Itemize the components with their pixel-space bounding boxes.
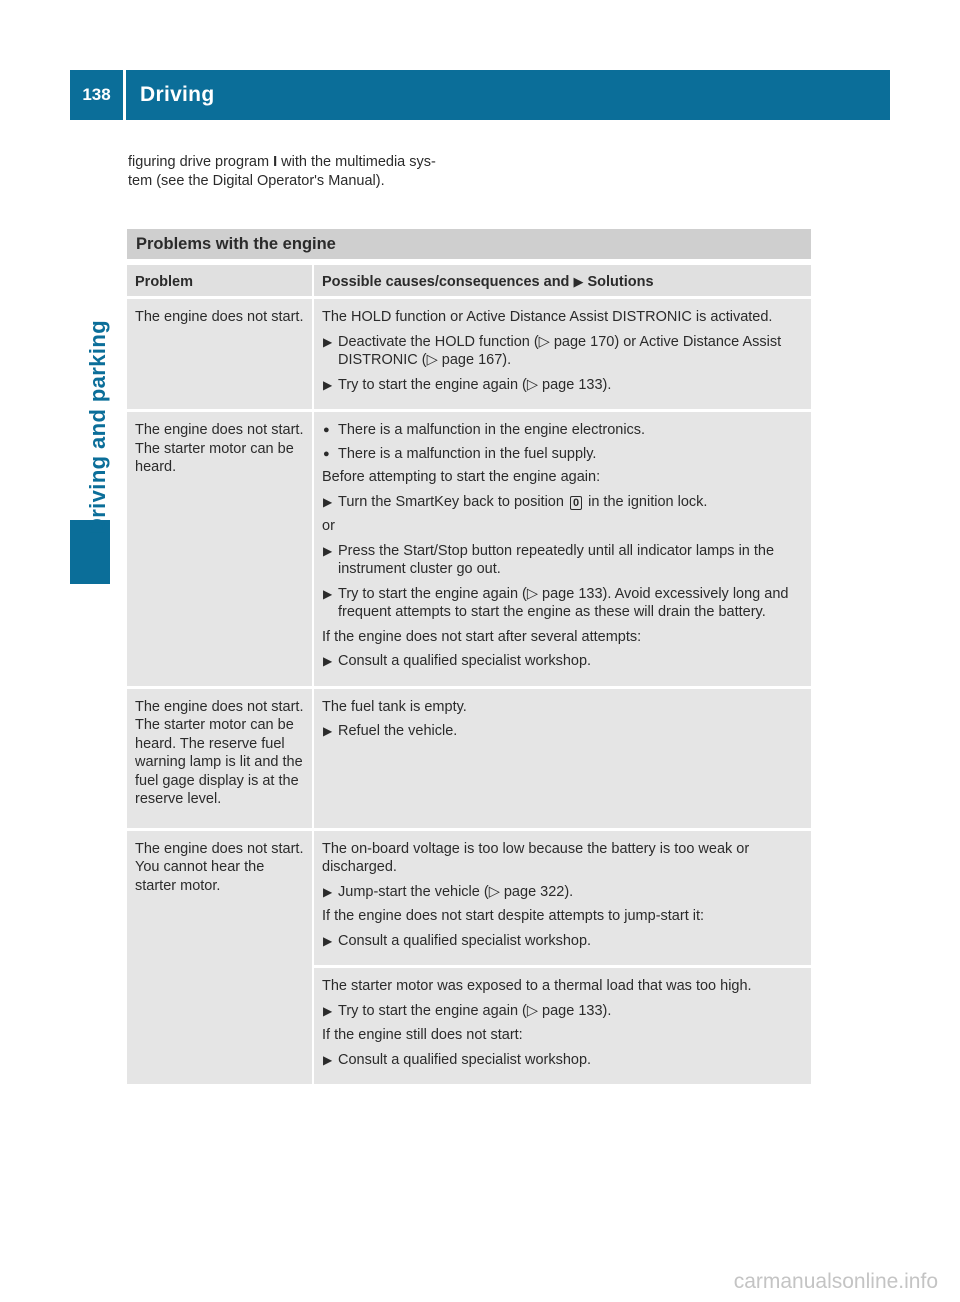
problem-cell: The engine does not start. The starter motor can be heard. The reserve fuel warning lamp is lit and the fuel gage display is at the reserve level. xyxy=(127,689,314,831)
step-arrow-icon: ▶ xyxy=(323,377,333,392)
instruction-text: If the engine does not start after several attempts: xyxy=(322,628,642,645)
intro-text xyxy=(128,153,468,190)
column-header-problem: Problem xyxy=(127,265,314,299)
solution-step: ▶ Consult a qualified specialist workshop. xyxy=(323,653,592,669)
or-text: or xyxy=(322,518,335,534)
solution-step: ▶ Jump-start the vehicle (▷ page 322). xyxy=(323,883,574,900)
table-header-row xyxy=(127,265,811,299)
key-position-zero-icon: 0 xyxy=(570,496,582,510)
solution-step: ▶ Consult a qualified specialist workshop. xyxy=(323,932,592,949)
solution-cell xyxy=(314,968,811,1084)
problem-cell: The engine does not start. xyxy=(127,299,314,412)
bullet-icon: ● xyxy=(323,447,330,460)
side-tab-label: Driving and parking xyxy=(85,319,110,535)
intro-line1-text-end: with the multimedia sys- xyxy=(277,154,436,170)
page-number: 138 xyxy=(70,70,126,120)
step-arrow-icon: ▶ xyxy=(323,884,333,899)
cause-text: The fuel tank is empty. xyxy=(322,698,467,715)
cause-bullet: ● There is a malfunction in the engine electronics. xyxy=(323,422,646,438)
instruction-text: If the engine still does not start: xyxy=(322,1027,523,1043)
step-arrow-icon: ▶ xyxy=(323,586,333,601)
step-arrow-icon: ▶ xyxy=(323,724,333,738)
cause-text: The starter motor was exposed to a thermal load that was too high. xyxy=(322,978,752,994)
solution-cell xyxy=(314,299,811,412)
solution-step: ▶ Try to start the engine again (▷ page 133). Avoid excessively long and frequent attempts to start the engine as these will drain the battery. xyxy=(323,585,789,620)
cause-text: The HOLD function or Active Distance Assist DISTRONIC is activated. xyxy=(322,309,773,325)
solution-step: ▶ Turn the SmartKey back to position 0 in the ignition lock. xyxy=(323,493,708,510)
step-arrow-icon: ▶ xyxy=(323,654,333,668)
instruction-text: If the engine does not start despite attempts to jump-start it: xyxy=(322,908,705,924)
page-header xyxy=(70,70,890,120)
table-row xyxy=(127,689,811,831)
column-header-solution: Possible causes/consequences and ▶ Solutions xyxy=(314,265,811,299)
solution-cell xyxy=(314,412,811,689)
solution-step: ▶ Try to start the engine again (▷ page 133). xyxy=(323,376,612,393)
step-arrow-icon: ▶ xyxy=(323,1003,333,1018)
solution-step: ▶ Try to start the engine again (▷ page 133). xyxy=(323,1002,612,1019)
step-arrow-icon: ▶ xyxy=(323,494,333,509)
cause-bullet: ● There is a malfunction in the fuel supply. xyxy=(323,445,597,462)
instruction-text: Before attempting to start the engine again: xyxy=(322,469,601,485)
table-row xyxy=(127,831,811,969)
solution-cell xyxy=(314,689,811,831)
solution-step: ▶ Press the Start/Stop button repeatedly until all indicator lamps in the instrument cluster go out. xyxy=(323,542,775,577)
table-row xyxy=(127,412,811,689)
table-title: Problems with the engine xyxy=(127,229,811,259)
problem-cell: The engine does not start. You cannot hear the starter motor. xyxy=(127,831,314,1085)
bullet-icon: ● xyxy=(323,424,330,436)
solution-step: ▶ Deactivate the HOLD function (▷ page 170) or Active Distance Assist DISTRONIC (▷ page 167). xyxy=(323,333,782,368)
solution-cell xyxy=(314,831,811,969)
section-title: Driving xyxy=(140,83,215,106)
problems-table xyxy=(127,265,811,1084)
cause-text: The on-board voltage is too low because the battery is too weak or discharged. xyxy=(322,840,750,875)
table-row xyxy=(127,299,811,412)
play-arrow-icon: ▶ xyxy=(573,274,584,289)
step-arrow-icon: ▶ xyxy=(323,543,333,558)
solution-step: ▶ Refuel the vehicle. xyxy=(323,723,458,739)
step-arrow-icon: ▶ xyxy=(323,334,333,349)
problem-cell: The engine does not start. The starter motor can be heard. xyxy=(127,412,314,689)
step-arrow-icon: ▶ xyxy=(323,933,333,948)
watermark: carmanualsonline.info xyxy=(733,1270,938,1293)
drive-program-symbol: I xyxy=(273,154,278,170)
intro-line2-text: tem (see the Digital Operator's Manual). xyxy=(128,172,385,189)
step-arrow-icon: ▶ xyxy=(323,1052,333,1067)
intro-line1-text: figuring drive program xyxy=(128,154,274,170)
solution-step: ▶ Consult a qualified specialist workshop. xyxy=(323,1051,592,1068)
